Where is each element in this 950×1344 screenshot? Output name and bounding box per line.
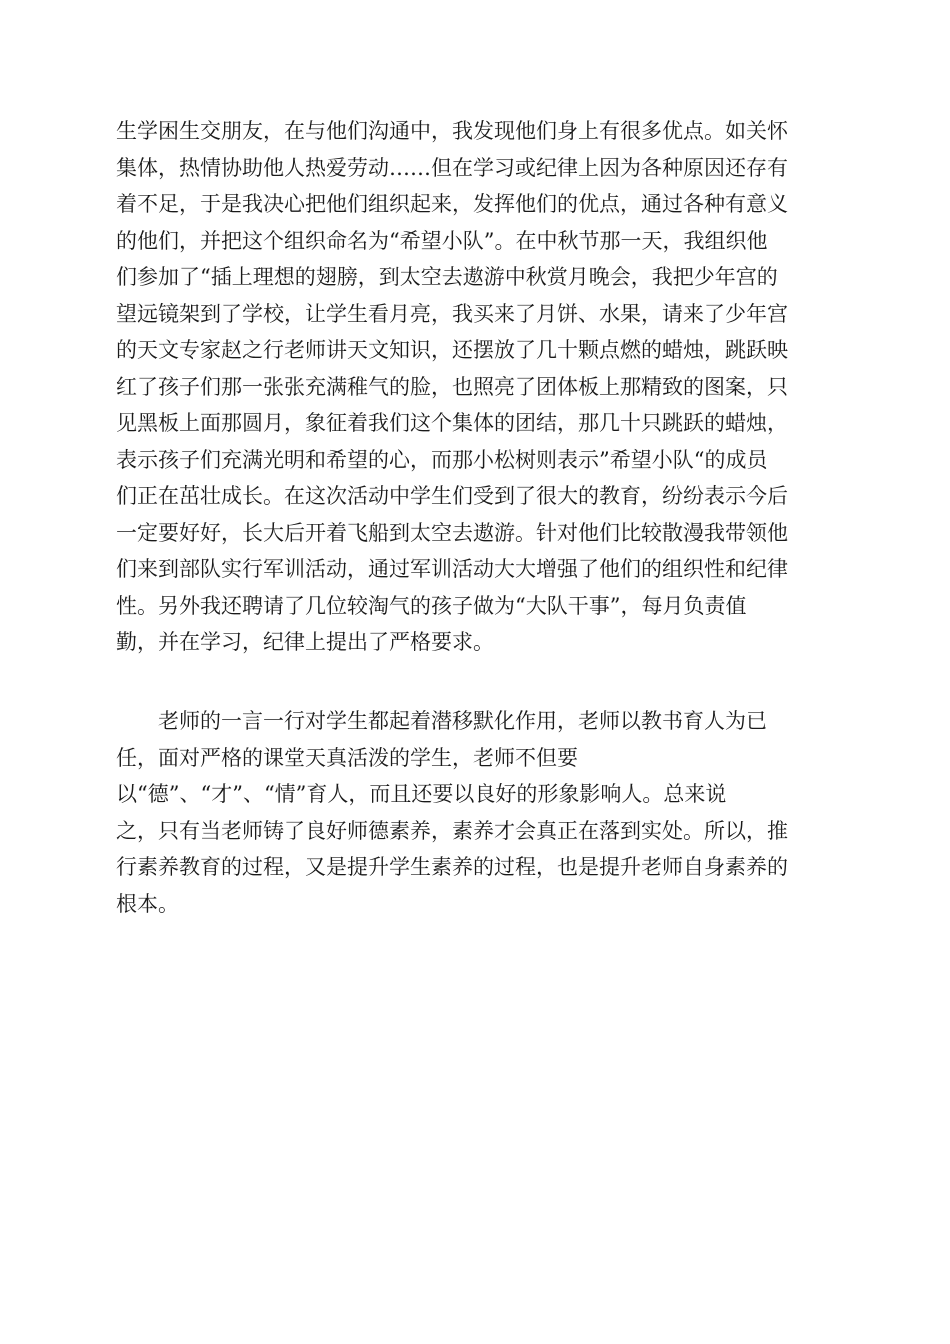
text-line: 老师的一言一行对学生都起着潜移默化作用，老师以教书育人为已 (116, 709, 767, 733)
text-line: 们参加了“插上理想的翅膀，到太空去遨游中秋赏月晚会，我把少年宫的 (116, 265, 778, 289)
text-line: 行素养教育的过程，又是提升学生素养的过程，也是提升老师自身素养的 (116, 855, 788, 879)
text-line: 表示孩子们充满光明和希望的心，而那小松树则表示”希望小队“的成员 (116, 447, 768, 472)
text-line: 勤，并在学习，纪律上提出了严格要求。 (116, 630, 494, 654)
text-line: 见黑板上面那圆月，象征着我们这个集体的团结，那几十只跳跃的蜡烛， (116, 411, 788, 435)
text-line: 着不足，于是我决心把他们组织起来，发挥他们的优点，通过各种有意义 (116, 192, 788, 216)
text-line: 的天文专家赵之行老师讲天文知识，还摆放了几十颗点燃的蜡烛，跳跃映 (116, 338, 788, 362)
body-paragraph-1 (116, 113, 836, 661)
text-line: 根本。 (116, 891, 179, 916)
text-line: 之，只有当老师铸了良好师德素养，素养才会真正在落到实处。所以，推 (116, 818, 788, 843)
text-line: 的他们，并把这个组织命名为“希望小队”。在中秋节那一天，我组织他 (116, 228, 768, 253)
body-paragraph-2 (116, 703, 836, 922)
text-line: 一定要好好，长大后开着飞船到太空去遨游。针对他们比较散漫我带领他 (116, 520, 788, 545)
text-line: 性。另外我还聘请了几位较淘气的孩子做为“大队干事”，每月负责值 (116, 593, 747, 618)
text-line: 任，面对严格的课堂天真活泼的学生，老师不但要 (116, 745, 578, 770)
text-line: 以“德”、“才”、“情”育人，而且还要以良好的形象影响人。总来说 (116, 782, 727, 806)
text-line: 集体，热情协助他人热爱劳动……但在学习或纪律上因为各种原因还存有 (116, 155, 788, 180)
text-line: 们来到部队实行军训活动，通过军训活动大大增强了他们的组织性和纪律 (116, 557, 788, 581)
text-line: 生学困生交朋友，在与他们沟通中，我发现他们身上有很多优点。如关怀 (116, 119, 788, 143)
text-line: 们正在茁壮成长。在这次活动中学生们受到了很大的教育，纷纷表示今后 (116, 484, 788, 508)
text-line: 望远镜架到了学校，让学生看月亮，我买来了月饼、水果，请来了少年宫 (116, 301, 788, 326)
text-line: 红了孩子们那一张张充满稚气的脸，也照亮了团体板上那精致的图案，只 (116, 374, 788, 399)
